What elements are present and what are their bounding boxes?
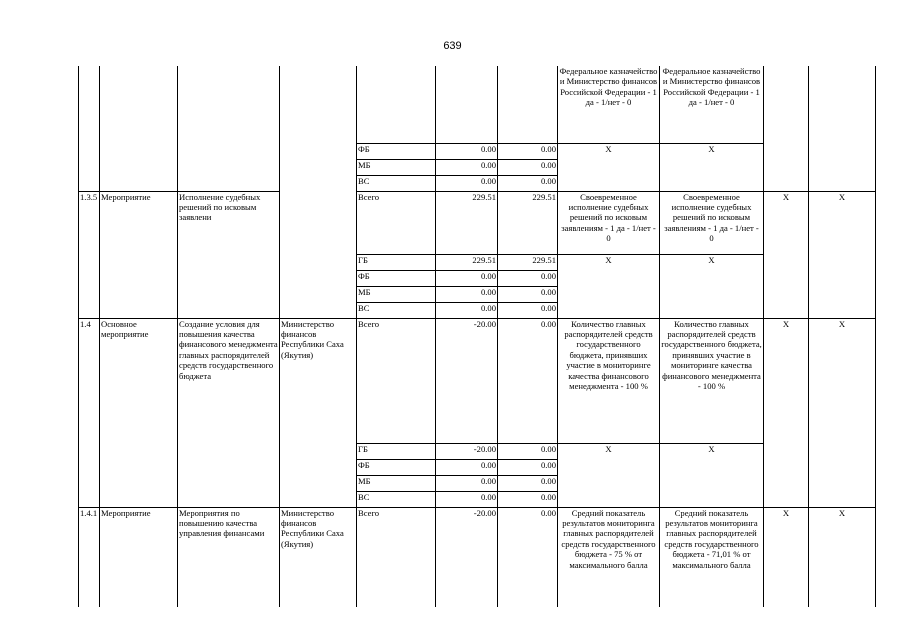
responsible-org: Министерство финансов Республики Саха (Якутия)	[280, 318, 357, 507]
expected-result-2: Своевременное исполнение судебных решений по исковым заявлениям - 1 да - 1/нет - 0	[660, 191, 764, 254]
x-mark: X	[764, 318, 809, 507]
amount-1: 229.51	[436, 254, 498, 270]
amount-2: 0.00	[498, 459, 558, 475]
amount-2: 0.00	[498, 159, 558, 175]
amount-2: 229.51	[498, 254, 558, 270]
amount-1: -20.00	[436, 443, 498, 459]
x-mark: X	[809, 191, 876, 318]
expected-result-2: Количество главных распорядителей средств государственного бюджета, принявших участие в мониторинге качества финансового менеджмента - 100 %	[660, 318, 764, 443]
item-code: 1.4	[79, 318, 100, 507]
item-name: Мероприятия по повышению качества управления финансами	[178, 507, 280, 607]
expected-result-1: Количество главных распорядителей средств государственного бюджета, принявших участие в мониторинге качества финансового менеджмента - 100 %	[558, 318, 660, 443]
budget-table	[78, 66, 876, 607]
amount-1: 0.00	[436, 491, 498, 507]
x-mark: X	[809, 507, 876, 607]
funding-source: ВС	[357, 175, 436, 191]
expected-result-1: Средний показатель результатов мониторинга главных распорядителей средств государственного бюджета - 75 % от максимального балла	[558, 507, 660, 607]
expected-result-2: Федеральное казначейство и Министерство финансов Российской Федерации - 1 да - 1/нет - 0	[660, 66, 764, 143]
amount-2: 0.00	[498, 491, 558, 507]
table-row	[79, 507, 876, 607]
amount-2: 0.00	[498, 475, 558, 491]
expected-result-2: X	[660, 443, 764, 507]
amount-2: 0.00	[498, 443, 558, 459]
amount-1: 0.00	[436, 302, 498, 318]
amount-1: 0.00	[436, 475, 498, 491]
amount-2: 0.00	[498, 270, 558, 286]
funding-source: МБ	[357, 286, 436, 302]
amount-2: 0.00	[498, 286, 558, 302]
amount-1: 0.00	[436, 143, 498, 159]
item-name: Исполнение судебных решений по исковым заявлени	[178, 191, 280, 318]
amount-1: 0.00	[436, 270, 498, 286]
amount-2: 0.00	[498, 302, 558, 318]
amount-1: 229.51	[436, 191, 498, 254]
amount-1: -20.00	[436, 507, 498, 607]
item-type: Основное мероприятие	[100, 318, 178, 507]
amount-1: 0.00	[436, 286, 498, 302]
funding-source: ФБ	[357, 270, 436, 286]
funding-source: МБ	[357, 475, 436, 491]
responsible-org: Министерство финансов Республики Саха (Якутия)	[280, 507, 357, 607]
expected-result-1: X	[558, 254, 660, 318]
expected-result-1: X	[558, 143, 660, 191]
table-row	[79, 318, 876, 443]
expected-result-2: Средний показатель результатов мониторинга главных распорядителей средств государственного бюджета - 71,01 % от максимального балла	[660, 507, 764, 607]
item-name: Создание условия для повышения качества финансового менеджмента главных распорядителей средств государственного бюджета	[178, 318, 280, 507]
table-row	[79, 66, 876, 143]
funding-source: ВС	[357, 491, 436, 507]
item-type: Мероприятие	[100, 507, 178, 607]
funding-source: ГБ	[357, 254, 436, 270]
x-mark: X	[764, 191, 809, 318]
expected-result-2: X	[660, 143, 764, 191]
item-code: 1.4.1	[79, 507, 100, 607]
amount-2: 229.51	[498, 191, 558, 254]
expected-result-1: Своевременное исполнение судебных решений по исковым заявлениям - 1 да - 1/нет - 0	[558, 191, 660, 254]
expected-result-1: X	[558, 443, 660, 507]
amount-2: 0.00	[498, 143, 558, 159]
funding-source: ФБ	[357, 459, 436, 475]
funding-source: МБ	[357, 159, 436, 175]
amount-2: 0.00	[498, 175, 558, 191]
amount-2: 0.00	[498, 507, 558, 607]
amount-1: 0.00	[436, 159, 498, 175]
expected-result-2: X	[660, 254, 764, 318]
expected-result-1: Федеральное казначейство и Министерство финансов Российской Федерации - 1 да - 1/нет - 0	[558, 66, 660, 143]
item-code: 1.3.5	[79, 191, 100, 318]
table-row	[79, 191, 876, 254]
funding-source: ГБ	[357, 443, 436, 459]
amount-1: -20.00	[436, 318, 498, 443]
page-number: 639	[443, 40, 462, 52]
funding-source: ФБ	[357, 143, 436, 159]
funding-source: Всего	[357, 191, 436, 254]
amount-2: 0.00	[498, 318, 558, 443]
amount-1: 0.00	[436, 459, 498, 475]
funding-source: ВС	[357, 302, 436, 318]
x-mark: X	[764, 507, 809, 607]
item-type: Мероприятие	[100, 191, 178, 318]
x-mark: X	[809, 318, 876, 507]
amount-1: 0.00	[436, 175, 498, 191]
funding-source: Всего	[357, 318, 436, 443]
funding-source: Всего	[357, 507, 436, 607]
